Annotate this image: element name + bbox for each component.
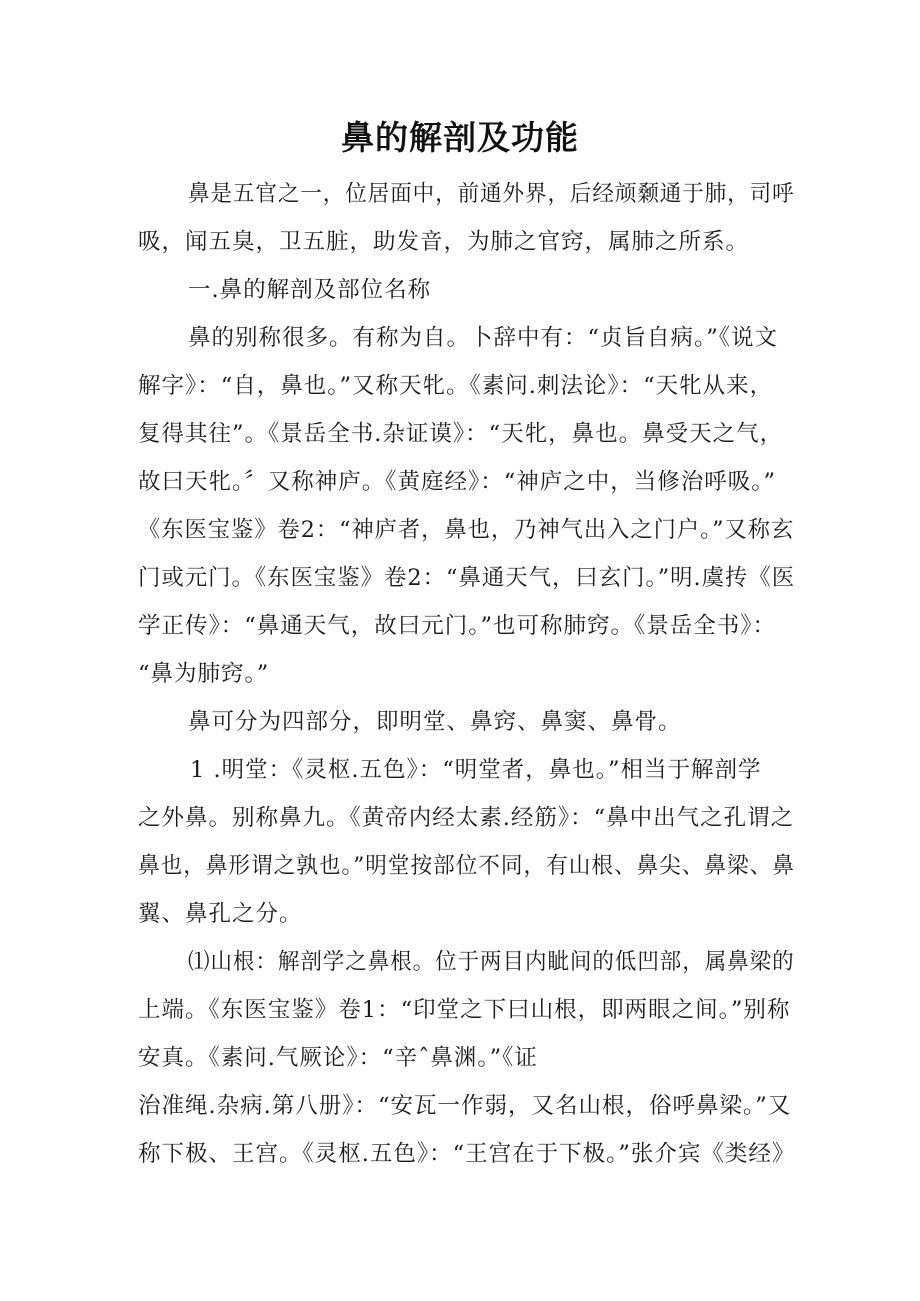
paragraph-line: 治准绳.杂病.第八册》：“安瓦一作弱，又名山根，俗呼鼻梁。”又 — [138, 1093, 792, 1119]
paragraph-line: 翼、鼻孔之分。 — [138, 901, 303, 927]
paragraph-line: 门或元门。《东医宝鉴》卷2：“鼻通天气，曰玄门。”明.虞抟《医 — [138, 565, 796, 591]
paragraph-line: 称下极、王宫。《灵枢.五色》：“王宫在于下极。”张介宾《类经》 — [138, 1141, 796, 1167]
paragraph-line: 之外鼻。别称鼻九。《黄帝内经太素.经筋》：“鼻中出气之孔谓之 — [138, 805, 795, 831]
paragraph-line: 鼻也，鼻形谓之孰也。”明堂按部位不同，有山根、鼻尖、鼻梁、鼻 — [138, 853, 795, 879]
paragraph-line: 解字》：“自，鼻也。”又称天牝。《素问.刺法论》：“天牝从来， — [138, 373, 774, 399]
paragraph-line: 鼻可分为四部分，即明堂、鼻窍、鼻窦、鼻骨。 — [188, 709, 682, 735]
paragraph-line: 复得其往”。《景岳全书.杂证谟》：“天牝，鼻也。鼻受天之气， — [138, 421, 784, 447]
paragraph-line: “鼻为肺窍。” — [138, 661, 270, 687]
paragraph-line: 安真。《素问.气厥论》：“辛ˆ鼻渊。”《证 — [138, 1045, 538, 1071]
paragraph-line: 上端。《东医宝鉴》卷1：“印堂之下曰山根，即两眼之间。”别称 — [138, 997, 791, 1023]
paragraph-line: 故曰天牝。〞又称神庐。《黄庭经》：“神庐之中，当修治呼吸。” — [138, 469, 777, 495]
section-heading: 一.鼻的解剖及部位名称 — [188, 277, 432, 303]
paragraph-line: 《东医宝鉴》卷2：“神庐者，鼻也，乃神气出入之门户。”又称玄 — [138, 517, 795, 543]
paragraph-line: 鼻是五官之一，位居面中，前通外界，后经颃颡通于肺，司呼 — [188, 181, 795, 207]
paragraph-line: 1 .明堂：《灵枢.五色》：“明堂者，鼻也。”相当于解剖学 — [190, 757, 762, 783]
paragraph-line: 鼻的别称很多。有称为自。卜辞中有：“贞旨自病。”《说文 — [188, 325, 779, 351]
paragraph-line: 学正传》：“鼻通天气，故曰元门。”也可称肺窍。《景岳全书》： — [138, 613, 777, 639]
paragraph-line: ⑴山根：解剖学之鼻根。位于两目内眦间的低凹部，属鼻梁的 — [188, 949, 795, 975]
paragraph-line: 吸，闻五臭，卫五脏，助发音，为肺之官窍，属肺之所系。 — [138, 229, 750, 255]
document-title: 鼻的解剖及功能 — [341, 118, 579, 157]
